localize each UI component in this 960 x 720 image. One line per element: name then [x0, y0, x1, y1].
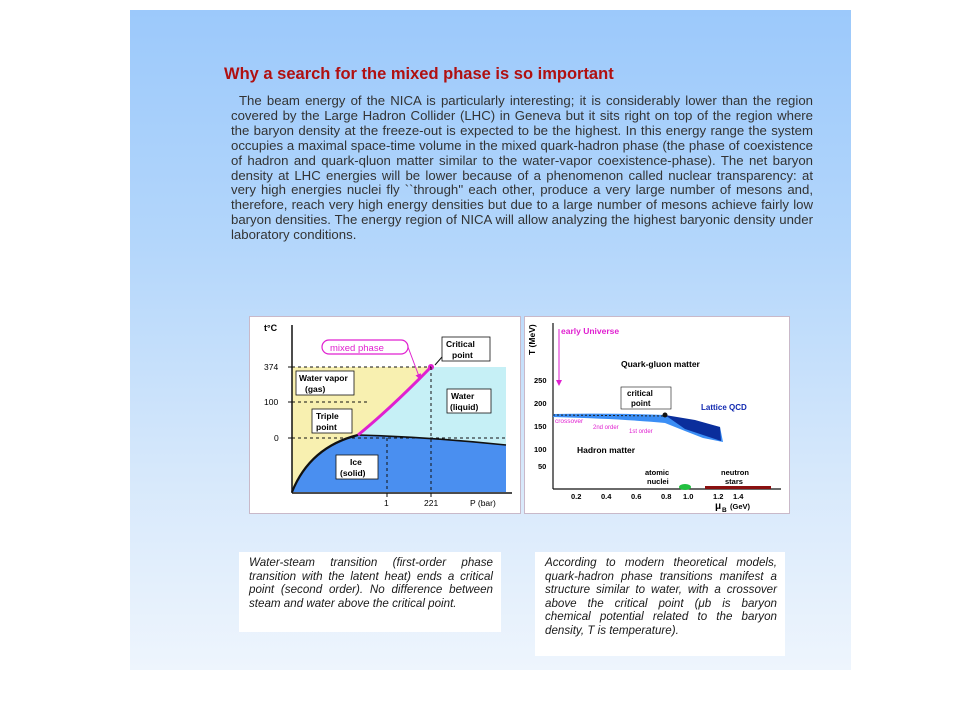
- tick-1: 1: [384, 498, 389, 508]
- qcd-phase-diagram: [524, 316, 790, 514]
- nuclei-label-2: nuclei: [647, 477, 669, 486]
- atomic-nuclei-marker: [679, 484, 691, 490]
- qcd-x-axis-unit: (GeV): [730, 502, 751, 511]
- qcd-critical-label-2: point: [631, 399, 651, 408]
- qcd-xtick-3: 0.8: [661, 492, 672, 501]
- qcd-xtick-5: 1.2: [713, 492, 724, 501]
- x-axis-label: P (bar): [470, 498, 496, 508]
- tick-374: 374: [264, 362, 279, 372]
- crossover-label: crossover: [555, 418, 584, 425]
- qcd-xtick-0: 0.2: [571, 492, 582, 501]
- qcd-x-axis-sub: B: [722, 507, 727, 513]
- water-vapor-label-2: (gas): [305, 384, 326, 394]
- triple-label-2: point: [316, 422, 337, 432]
- qgp-label: Quark-gluon matter: [621, 359, 700, 369]
- water-label-1: Water: [451, 391, 475, 401]
- tick-0: 0: [274, 433, 279, 443]
- qcd-xtick-4: 1.0: [683, 492, 694, 501]
- hadron-label: Hadron matter: [577, 445, 636, 455]
- water-label-2: (liquid): [450, 402, 479, 412]
- water-phase-diagram: [249, 316, 521, 514]
- y-axis-label: t°C: [264, 323, 278, 333]
- neutron-stars-marker: [705, 486, 771, 489]
- qcd-ytick-100: 100: [534, 445, 547, 454]
- qcd-critical-point: [663, 413, 668, 418]
- second-order-label: 2nd order: [593, 425, 619, 431]
- caption-right: According to modern theoretical models, quark-hadron phase transitions manifest a structure similar to water, with a crossover above the critical point (μb is baryon chemical potential related to the baryon density, T is temperature).: [535, 552, 785, 656]
- early-universe-label: early Universe: [561, 326, 620, 336]
- qcd-xtick-6: 1.4: [733, 492, 744, 501]
- tick-221: 221: [424, 498, 439, 508]
- stars-label-1: neutron: [721, 468, 749, 477]
- first-order-label: 1st order: [629, 429, 653, 435]
- qcd-phase-diagram-svg: [525, 317, 789, 513]
- qcd-ytick-150: 150: [534, 422, 547, 431]
- qcd-x-axis-mu: μ: [715, 501, 722, 512]
- water-phase-diagram-svg: [250, 317, 520, 513]
- qcd-xtick-1: 0.4: [601, 492, 612, 501]
- triple-label-1: Triple: [316, 411, 339, 421]
- qcd-ytick-250: 250: [534, 376, 547, 385]
- caption-left: Water-steam transition (first-order phase transition with the latent heat) ends a critical point (second order). No difference between steam and water above the critical point.: [239, 552, 501, 632]
- lattice-qcd-label: Lattice QCD: [701, 403, 747, 412]
- critical-label-1: Critical: [446, 339, 475, 349]
- critical-label-2: point: [452, 350, 473, 360]
- qcd-critical-label-1: critical: [627, 389, 653, 398]
- qcd-ytick-200: 200: [534, 399, 547, 408]
- slide-body-text: The beam energy of the NICA is particularly interesting; it is considerably lower than the region covered by the Large Hadron Collider (LHC) in Geneva but it sits right on top of the region where the baryon density at the freeze-out is expected to be the highest. In this energy range the system occupies a maximal space-time volume in the mixed quark-hadron phase (the phase of coexistence of hadron and quark-qluon matter similar to the water-vapor coexistence-phase). The net baryon density at LHC energies will be lower because of a phenomenon called nuclear transparency: at very high energies nuclei fly ``through'' each other, produce a very large number of mesons and, therefore, reach very high energy densities but due to a large number of mesons achieve fairly low baryon densities. The energy region of NICA will allow analyzing the highest baryonic density under laboratory conditions.: [231, 93, 813, 243]
- ice-label-2: (solid): [340, 468, 366, 478]
- water-vapor-label-1: Water vapor: [299, 373, 348, 383]
- qcd-ytick-50: 50: [538, 462, 547, 471]
- mixed-phase-label: mixed phase: [330, 343, 384, 354]
- stars-label-2: stars: [725, 477, 743, 486]
- tick-100: 100: [264, 397, 279, 407]
- nuclei-label-1: atomic: [645, 468, 670, 477]
- qcd-y-axis-label: T (MeV): [527, 324, 537, 355]
- ice-label-1: Ice: [350, 457, 362, 467]
- qcd-xtick-2: 0.6: [631, 492, 642, 501]
- slide-title: Why a search for the mixed phase is so important: [224, 65, 614, 83]
